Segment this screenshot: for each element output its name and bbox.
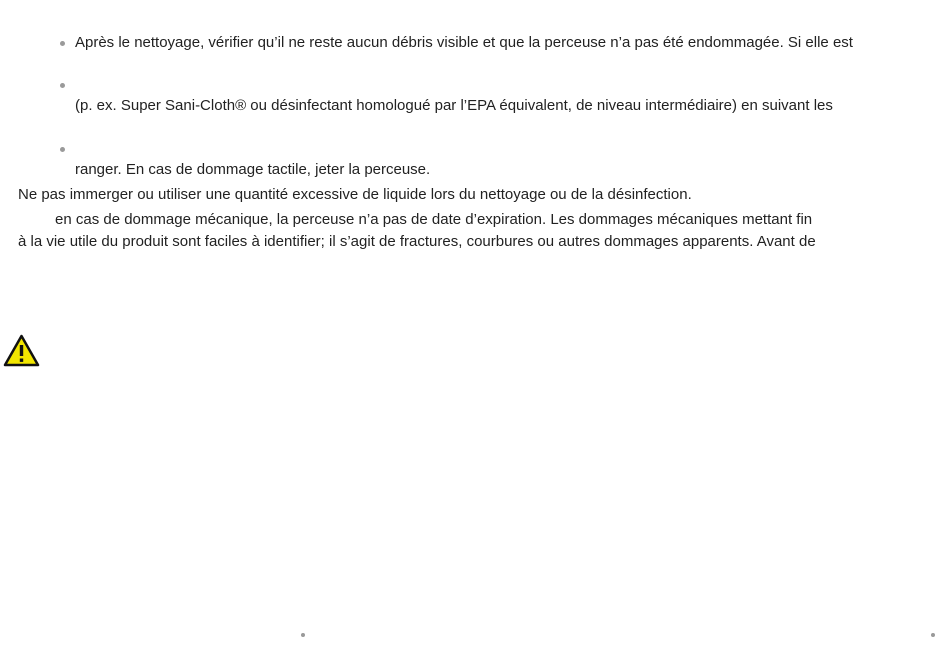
bullet-marker-1: [60, 41, 65, 46]
warning-triangle-icon: [3, 334, 40, 367]
bullet-item-3-text: ranger. En cas de dommage tactile, jeter la perceuse.: [75, 161, 431, 178]
bullet-item-2-text: (p. ex. Super Sani-Cloth® ou désinfectant homologué par l’EPA équivalent, de niveau intermédiaire) en suivant les: [75, 97, 833, 114]
damage-paragraph-line-2: à la vie utile du produit sont faciles à identifier; il s’agit de fractures, courbures ou autres dommages apparents. Avant de: [18, 233, 816, 250]
bullet-marker-2: [60, 83, 65, 88]
bullet-marker-3: [60, 147, 65, 152]
footer-dot-right: [931, 633, 935, 637]
damage-paragraph-line-1: en cas de dommage mécanique, la perceuse n’a pas de date d’expiration. Les dommages mécaniques mettant fin: [55, 211, 813, 228]
footer-dot-left: [301, 633, 305, 637]
bullet-item-1-text: Après le nettoyage, vérifier qu’il ne reste aucun débris visible et que la perceuse n’a pas été endommagée. Si elle est: [75, 34, 853, 51]
immersion-note: Ne pas immerger ou utiliser une quantité excessive de liquide lors du nettoyage ou de la désinfection.: [18, 186, 692, 203]
